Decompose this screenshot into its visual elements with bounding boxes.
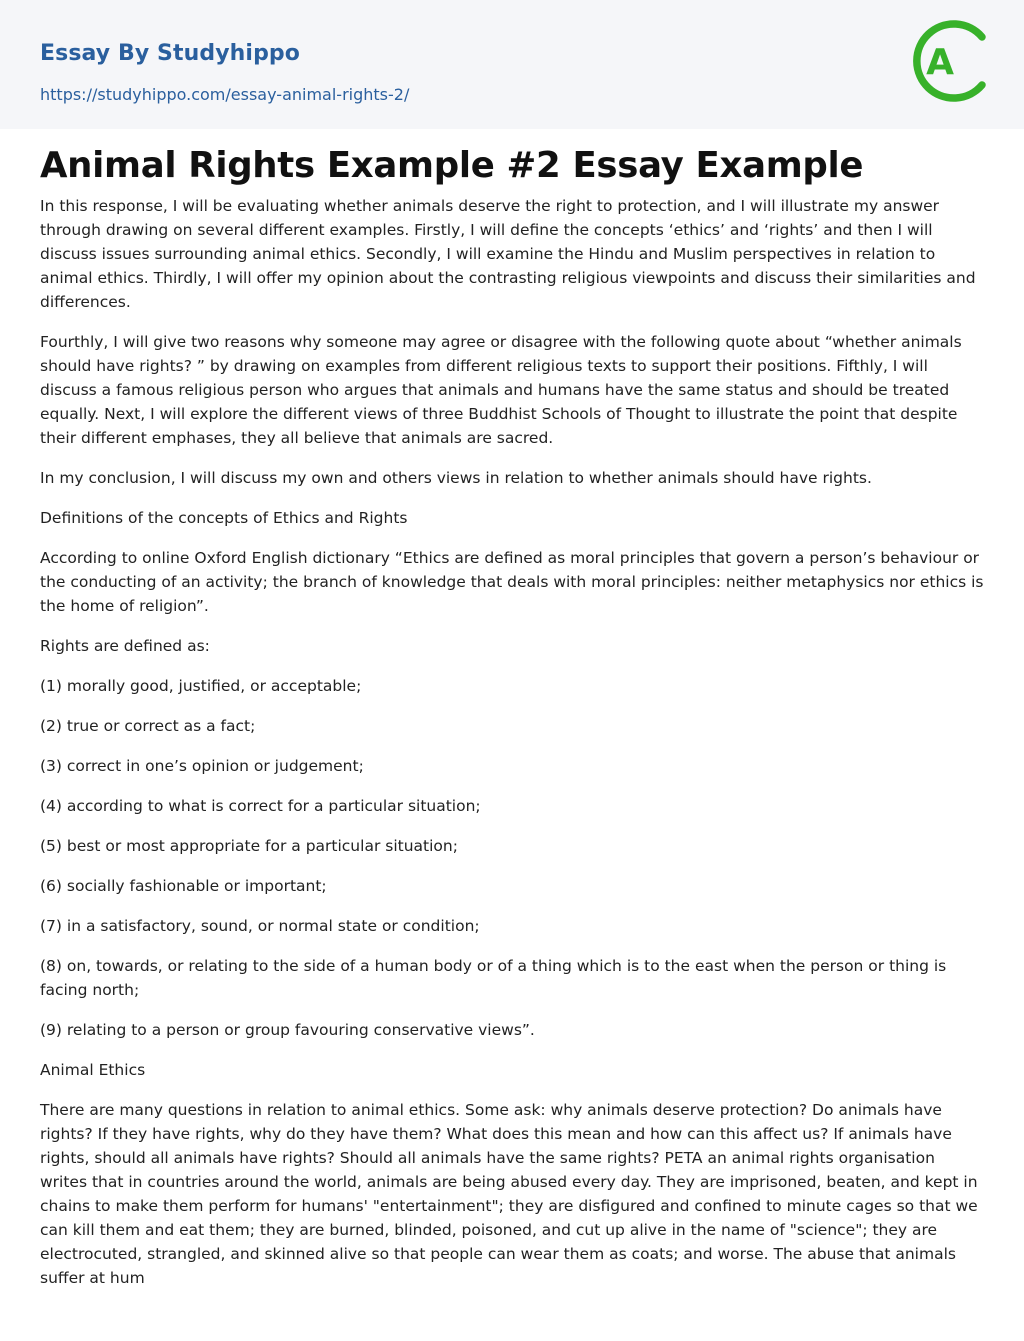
definition-list-item: (9) relating to a person or group favouring conservative views”. <box>40 1021 535 1039</box>
essay-body <box>40 194 984 1306</box>
section-heading-definitions: Definitions of the concepts of Ethics and Rights <box>40 509 408 527</box>
paragraph-outline: Fourthly, I will give two reasons why someone may agree or disagree with the following quote about “whether animals should have rights? ” by drawing on examples from different religious texts to support their positions. Fifthly, I will discuss a famous religious person who argues that animals and humans have the same status and should be treated equally. Next, I will explore the different views of three Buddhist Schools of Thought to illustrate the point that despite their different emphases, they all believe that animals are sacred. <box>40 333 962 447</box>
circle-a-logo-icon[interactable] <box>908 18 994 104</box>
logo-letter: A <box>926 42 954 83</box>
paragraph-rights-intro: Rights are defined as: <box>40 637 210 655</box>
definition-list-item: (5) best or most appropriate for a particular situation; <box>40 837 458 855</box>
definition-list-item: (1) morally good, justified, or acceptable; <box>40 677 362 695</box>
site-header <box>0 0 1024 129</box>
definition-list-item: (6) socially fashionable or important; <box>40 877 327 895</box>
site-brand[interactable]: Essay By Studyhippo <box>40 41 300 66</box>
definition-list-item: (4) according to what is correct for a particular situation; <box>40 797 481 815</box>
paragraph-conclusion-preview: In my conclusion, I will discuss my own and others views in relation to whether animals should have rights. <box>40 469 872 487</box>
definition-list-item: (8) on, towards, or relating to the side of a human body or of a thing which is to the east when the person or thing is facing north; <box>40 957 947 999</box>
paragraph-animal-ethics: There are many questions in relation to animal ethics. Some ask: why animals deserve protection? Do animals have rights? If they have rights, why do they have them? What does this mean and how can this affect us? If animals have rights, should all animals have rights? Should all animals have the same rights? PETA an animal rights organisation writes that in countries around the world, animals are being abused every day. They are imprisoned, beaten, and kept in chains to make them perform for humans' "entertainment"; they are disfigured and confined to minute cages so that we can kill them and eat them; they are burned, blinded, poisoned, and cut up alive in the name of "science"; they are electrocuted, strangled, and skinned alive so that people can wear them as coats; and worse. The abuse that animals suffer at hum <box>40 1101 978 1287</box>
definition-list-item: (3) correct in one’s opinion or judgement; <box>40 757 364 775</box>
paragraph-intro: In this response, I will be evaluating whether animals deserve the right to protection, and I will illustrate my answer through drawing on several different examples. Firstly, I will define the concepts ‘ethics’ and ‘rights’ and then I will discuss issues surrounding animal ethics. Secondly, I will examine the Hindu and Muslim perspectives in relation to animal ethics. Thirdly, I will offer my opinion about the contrasting religious viewpoints and discuss their similarities and differences. <box>40 197 976 311</box>
definition-list-item: (7) in a satisfactory, sound, or normal state or condition; <box>40 917 480 935</box>
definition-list-item: (2) true or correct as a fact; <box>40 717 256 735</box>
paragraph-ethics-definition: According to online Oxford English dictionary “Ethics are defined as moral principles that govern a person’s behaviour or the conducting of an activity; the branch of knowledge that deals with moral principles: neither metaphysics nor ethics is the home of religion”. <box>40 549 984 615</box>
page-title: Animal Rights Example #2 Essay Example <box>40 145 864 186</box>
page-url-link[interactable]: https://studyhippo.com/essay-animal-rights-2/ <box>40 85 410 104</box>
section-heading-animal-ethics: Animal Ethics <box>40 1061 146 1079</box>
